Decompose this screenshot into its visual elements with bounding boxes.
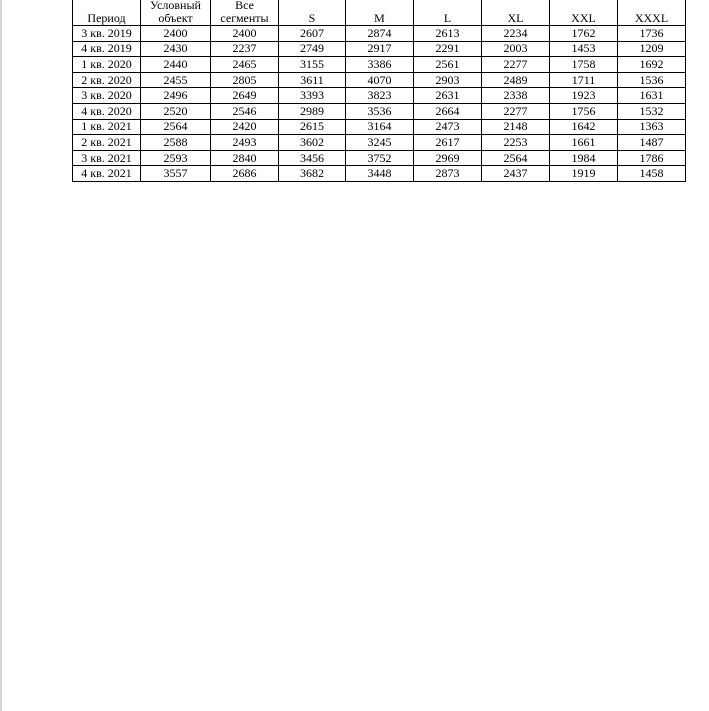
value-cell: 1756 (550, 103, 618, 119)
table-row (73, 72, 686, 88)
header-conditional-object: Условный объект (141, 0, 211, 26)
value-cell: 2617 (414, 135, 482, 151)
value-cell: 1453 (550, 41, 618, 57)
value-cell: 4070 (346, 72, 414, 88)
value-cell: 3611 (279, 72, 346, 88)
value-cell: 2564 (141, 119, 211, 135)
value-cell: 2613 (414, 26, 482, 42)
value-cell: 2593 (141, 150, 211, 166)
value-cell: 2840 (211, 150, 279, 166)
value-cell: 2473 (414, 119, 482, 135)
value-cell: 1984 (550, 150, 618, 166)
value-cell: 3245 (346, 135, 414, 151)
value-cell: 3557 (141, 166, 211, 182)
table-row (73, 150, 686, 166)
value-cell: 2989 (279, 103, 346, 119)
value-cell: 2546 (211, 103, 279, 119)
value-cell: 3682 (279, 166, 346, 182)
value-cell: 1786 (618, 150, 686, 166)
value-cell: 2234 (482, 26, 550, 42)
value-cell: 2873 (414, 166, 482, 182)
value-cell: 1736 (618, 26, 686, 42)
table-header-row (73, 0, 686, 26)
value-cell: 2277 (482, 57, 550, 73)
period-cell: 4 кв. 2020 (73, 103, 141, 119)
value-cell: 3155 (279, 57, 346, 73)
value-cell: 2465 (211, 57, 279, 73)
value-cell: 3448 (346, 166, 414, 182)
header-xxxl: XXXL (618, 0, 686, 26)
value-cell: 1919 (550, 166, 618, 182)
value-cell: 1758 (550, 57, 618, 73)
value-cell: 3393 (279, 88, 346, 104)
period-cell: 1 кв. 2021 (73, 119, 141, 135)
value-cell: 3164 (346, 119, 414, 135)
value-cell: 2686 (211, 166, 279, 182)
value-cell: 3456 (279, 150, 346, 166)
table-row (73, 57, 686, 73)
header-xl: XL (482, 0, 550, 26)
period-cell: 2 кв. 2020 (73, 72, 141, 88)
price-table (72, 0, 686, 182)
value-cell: 2338 (482, 88, 550, 104)
table-row (73, 26, 686, 42)
period-cell: 4 кв. 2021 (73, 166, 141, 182)
value-cell: 1487 (618, 135, 686, 151)
value-cell: 2564 (482, 150, 550, 166)
header-s: S (279, 0, 346, 26)
value-cell: 3536 (346, 103, 414, 119)
value-cell: 2520 (141, 103, 211, 119)
table-row (73, 88, 686, 104)
period-cell: 3 кв. 2020 (73, 88, 141, 104)
period-cell: 3 кв. 2021 (73, 150, 141, 166)
period-cell: 3 кв. 2019 (73, 26, 141, 42)
table-body (73, 26, 686, 182)
value-cell: 1762 (550, 26, 618, 42)
value-cell: 2291 (414, 41, 482, 57)
header-m: M (346, 0, 414, 26)
value-cell: 3386 (346, 57, 414, 73)
value-cell: 2253 (482, 135, 550, 151)
value-cell: 1363 (618, 119, 686, 135)
value-cell: 2400 (141, 26, 211, 42)
value-cell: 2664 (414, 103, 482, 119)
header-all-segments: Все сегменты (211, 0, 279, 26)
value-cell: 2649 (211, 88, 279, 104)
value-cell: 2969 (414, 150, 482, 166)
value-cell: 1692 (618, 57, 686, 73)
period-cell: 4 кв. 2019 (73, 41, 141, 57)
value-cell: 1536 (618, 72, 686, 88)
value-cell: 3602 (279, 135, 346, 151)
value-cell: 1923 (550, 88, 618, 104)
value-cell: 2437 (482, 166, 550, 182)
value-cell: 2917 (346, 41, 414, 57)
value-cell: 2496 (141, 88, 211, 104)
table-row (73, 103, 686, 119)
value-cell: 2615 (279, 119, 346, 135)
value-cell: 3752 (346, 150, 414, 166)
value-cell: 2400 (211, 26, 279, 42)
value-cell: 2277 (482, 103, 550, 119)
value-cell: 2903 (414, 72, 482, 88)
page-left-border (0, 0, 2, 711)
value-cell: 2237 (211, 41, 279, 57)
value-cell: 1209 (618, 41, 686, 57)
header-period: Период (73, 0, 141, 26)
value-cell: 2420 (211, 119, 279, 135)
header-l: L (414, 0, 482, 26)
value-cell: 2430 (141, 41, 211, 57)
value-cell: 2631 (414, 88, 482, 104)
value-cell: 2489 (482, 72, 550, 88)
table-row (73, 119, 686, 135)
table-row (73, 166, 686, 182)
value-cell: 1642 (550, 119, 618, 135)
value-cell: 1661 (550, 135, 618, 151)
value-cell: 2148 (482, 119, 550, 135)
value-cell: 2874 (346, 26, 414, 42)
value-cell: 2493 (211, 135, 279, 151)
table-row (73, 41, 686, 57)
value-cell: 2588 (141, 135, 211, 151)
value-cell: 2455 (141, 72, 211, 88)
value-cell: 1711 (550, 72, 618, 88)
table-row (73, 135, 686, 151)
value-cell: 2805 (211, 72, 279, 88)
value-cell: 1631 (618, 88, 686, 104)
value-cell: 2561 (414, 57, 482, 73)
header-xxl: XXL (550, 0, 618, 26)
value-cell: 2607 (279, 26, 346, 42)
period-cell: 1 кв. 2020 (73, 57, 141, 73)
period-cell: 2 кв. 2021 (73, 135, 141, 151)
value-cell: 1532 (618, 103, 686, 119)
value-cell: 2003 (482, 41, 550, 57)
value-cell: 1458 (618, 166, 686, 182)
value-cell: 2749 (279, 41, 346, 57)
value-cell: 3823 (346, 88, 414, 104)
value-cell: 2440 (141, 57, 211, 73)
